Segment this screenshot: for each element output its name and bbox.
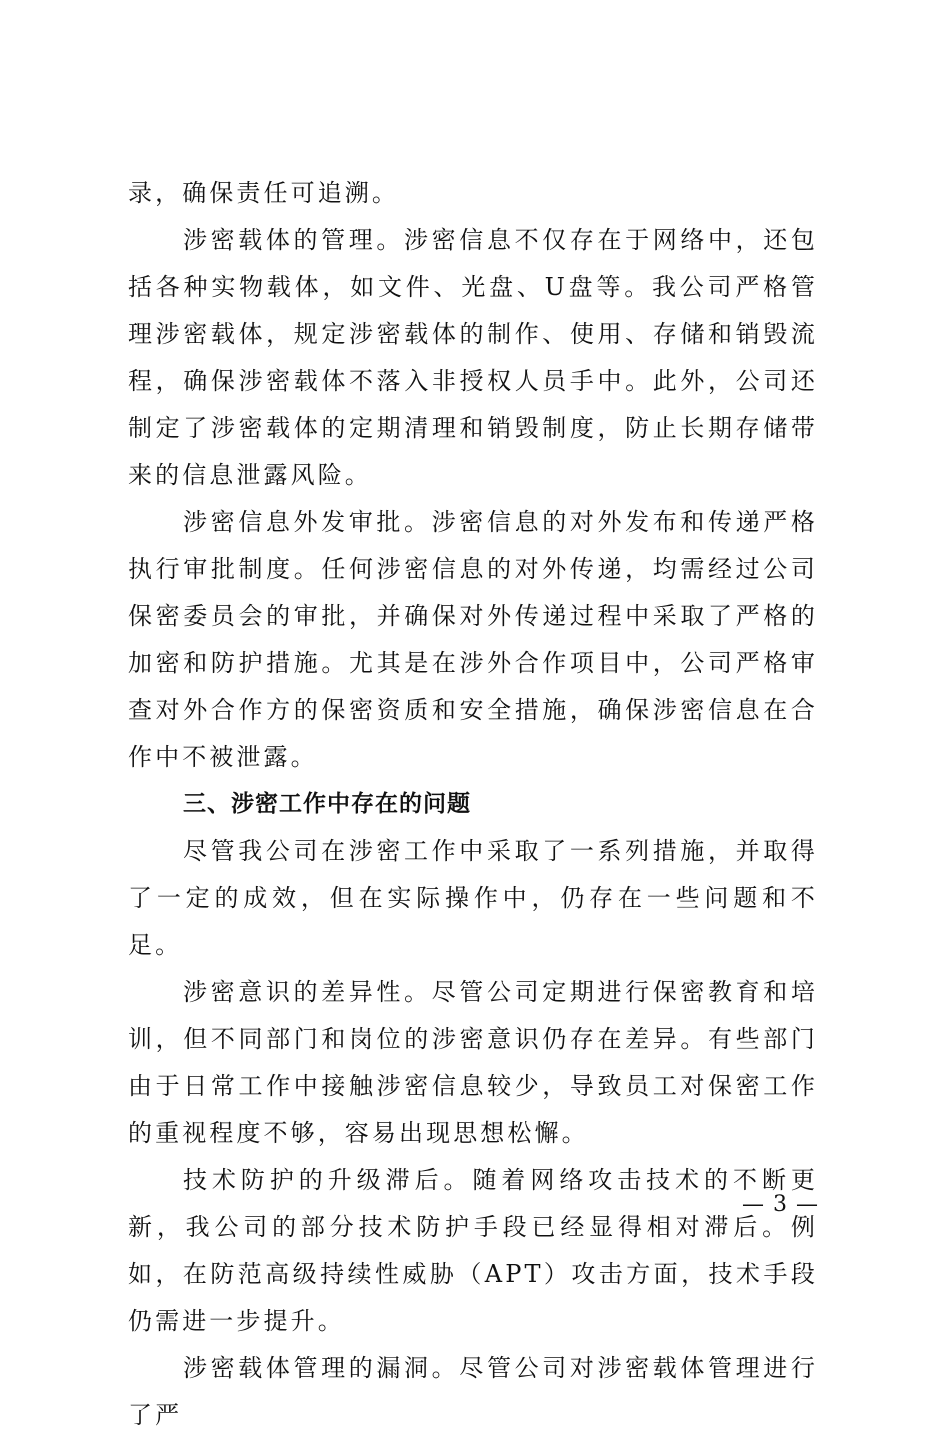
paragraph-awareness-difference: 涉密意识的差异性。尽管公司定期进行保密教育和培训，但不同部门和岗位的涉密意识仍存在差异。有些部门由于日常工作中接触涉密信息较少，导致员工对保密工作的重视程度不够，容易出现思想松懈。: [128, 978, 818, 1147]
section-heading-problems: 三、涉密工作中存在的问题: [183, 791, 471, 817]
paragraph-carrier-management: 涉密载体的管理。涉密信息不仅存在于网络中，还包括各种实物载体，如文件、光盘、U盘等。我公司严格管理涉密载体，规定涉密载体的制作、使用、存储和销毁流程，确保涉密载体不落入非授权人员手中。此外，公司还制定了涉密载体的定期清理和销毁制度，防止长期存储带来的信息泄露风险。: [128, 226, 818, 489]
paragraph-continuation: 录，确保责任可追溯。: [128, 179, 399, 207]
page-number: — 3 —: [742, 1192, 819, 1217]
paragraph-tech-lag: 技术防护的升级滞后。随着网络攻击技术的不断更新，我公司的部分技术防护手段已经显得相对滞后。例如，在防范高级持续性威胁（APT）攻击方面，技术手段仍需进一步提升。: [128, 1166, 818, 1335]
paragraph-external-approval: 涉密信息外发审批。涉密信息的对外发布和传递严格执行审批制度。任何涉密信息的对外传递，均需经过公司保密委员会的审批，并确保对外传递过程中采取了严格的加密和防护措施。尤其是在涉外合作项目中，公司严格审查对外合作方的保密资质和安全措施，确保涉密信息在合作中不被泄露。: [128, 508, 818, 771]
paragraph-carrier-loophole: 涉密载体管理的漏洞。尽管公司对涉密载体管理进行了严: [128, 1354, 818, 1429]
body-text: [128, 170, 818, 1439]
paragraph-problems-intro: 尽管我公司在涉密工作中采取了一系列措施，并取得了一定的成效，但在实际操作中，仍存在一些问题和不足。: [128, 837, 818, 959]
